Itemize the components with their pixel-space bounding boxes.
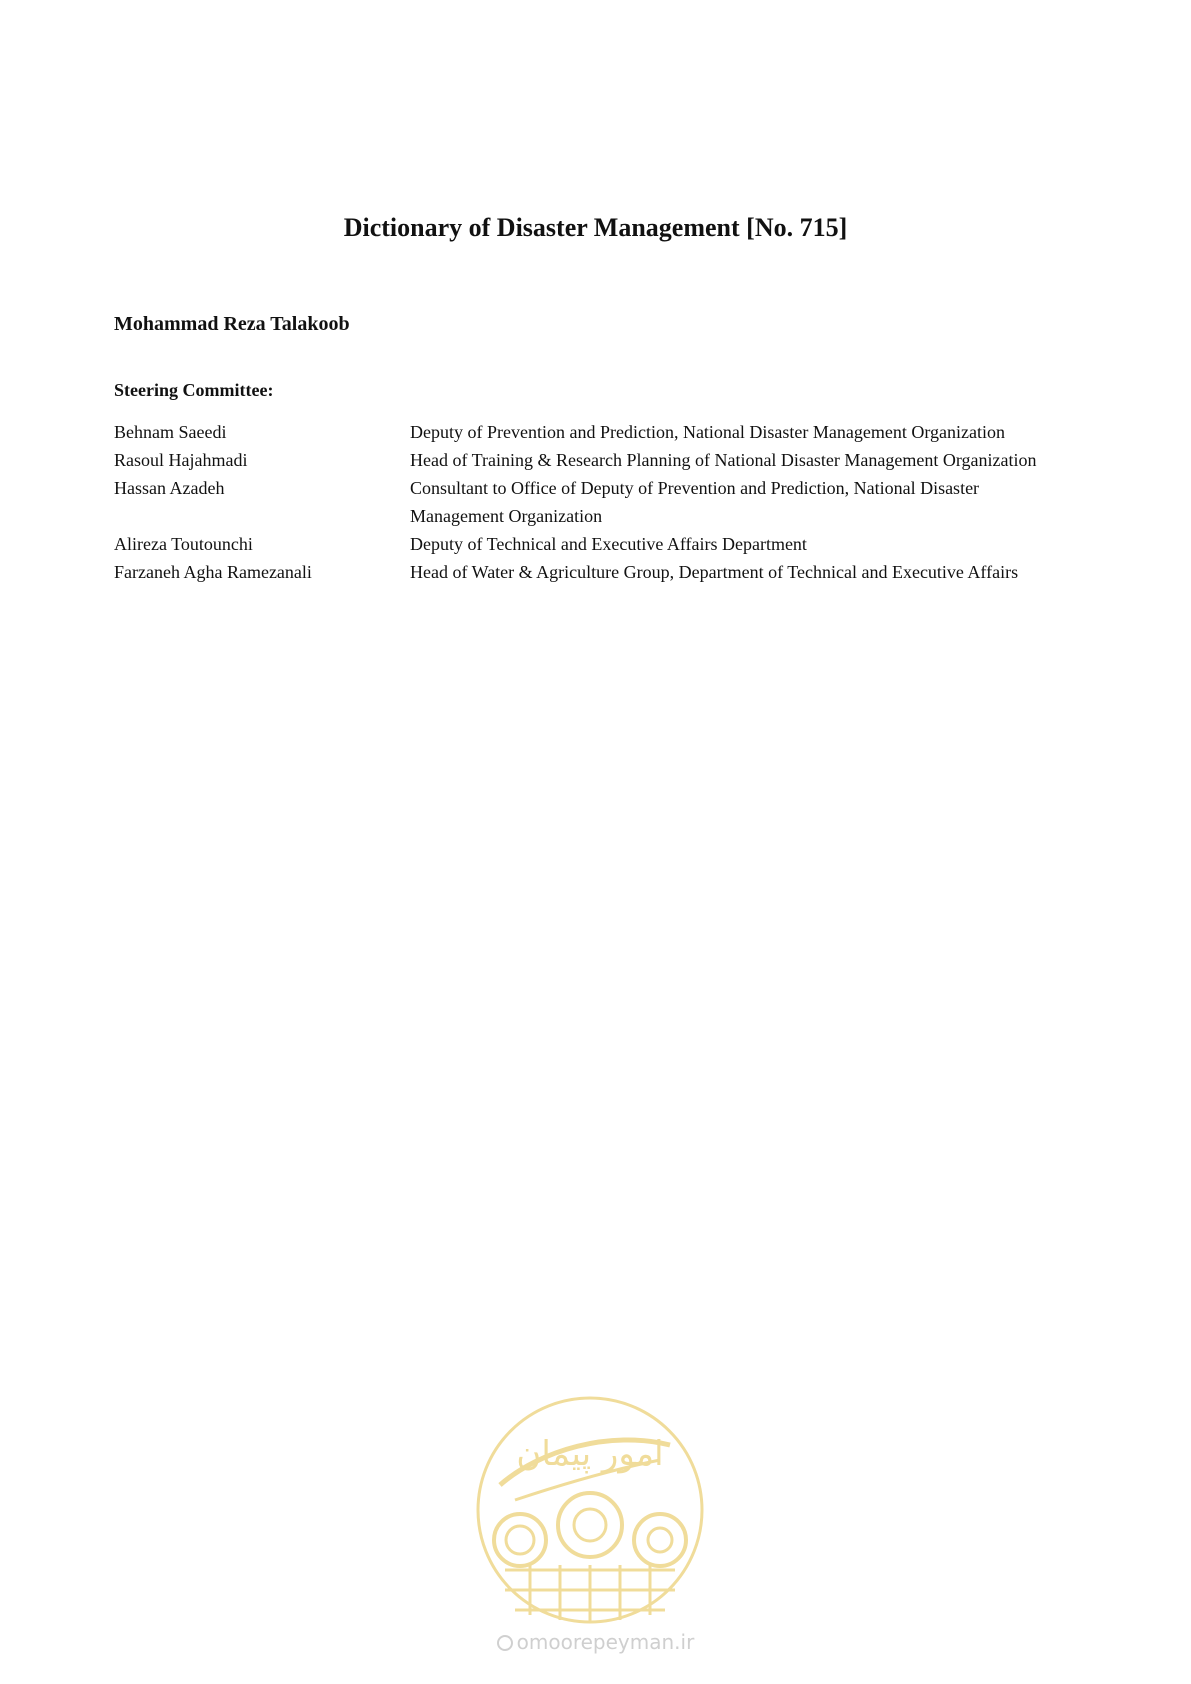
member-name: Farzaneh Agha Ramezanali [114, 562, 312, 582]
committee-member [114, 446, 1074, 474]
member-name: Hassan Azadeh [114, 478, 225, 498]
committee-list [114, 418, 1074, 586]
committee-member [114, 558, 1074, 586]
watermark-seal-icon [460, 1390, 720, 1630]
globe-icon [497, 1635, 513, 1651]
committee-member [114, 418, 1074, 446]
member-role: Head of Water & Agriculture Group, Department of Technical and Executive Affairs [410, 562, 1019, 582]
member-name: Rasoul Hajahmadi [114, 450, 248, 470]
committee-member [114, 474, 1074, 530]
document-title: Dictionary of Disaster Management [No. 715] [343, 213, 848, 242]
member-name: Alireza Toutounchi [114, 534, 253, 554]
member-role: Deputy of Technical and Executive Affairs Department [410, 534, 807, 554]
watermark-url-text: omoorepeyman.ir [516, 1630, 695, 1654]
watermark-logo-script: امور پیمان [516, 1434, 664, 1474]
member-role: Deputy of Prevention and Prediction, National Disaster Management Organization [410, 422, 1006, 442]
committee-heading: Steering Committee: [114, 380, 274, 400]
watermark-url [0, 1632, 1191, 1652]
member-role: Head of Training & Research Planning of National Disaster Management Organization [410, 450, 1037, 470]
author-name: Mohammad Reza Talakoob [114, 313, 350, 335]
member-name: Behnam Saeedi [114, 422, 227, 442]
member-role: Consultant to Office of Deputy of Prevention and Prediction, National Disaster Management Organization [410, 478, 980, 526]
committee-member [114, 530, 1074, 558]
